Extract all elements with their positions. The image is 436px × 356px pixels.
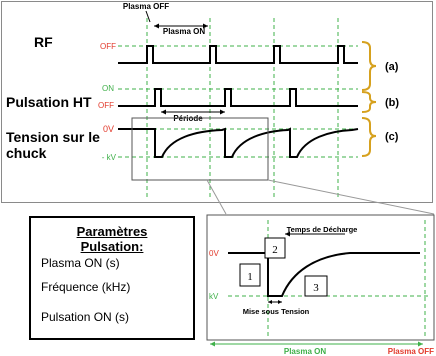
row-label-pulsation: Pulsation HT bbox=[6, 94, 92, 110]
param-plasma-on: Plasma ON (s) bbox=[41, 256, 120, 270]
row-label-tension-1: Tension sur le bbox=[6, 129, 100, 145]
plasma-on-top-label: Plasma ON bbox=[162, 27, 206, 36]
chuck-0v-label: 0V bbox=[102, 124, 114, 134]
params-title-2: Pulsation: bbox=[80, 239, 144, 254]
chuck-kv-label: - kV bbox=[101, 153, 116, 162]
zoom-plasma-on-label: Plasma ON bbox=[283, 347, 327, 356]
params-title-1: Paramètres bbox=[76, 224, 148, 239]
grid-lines bbox=[147, 18, 338, 200]
tag-c: (c) bbox=[385, 131, 399, 143]
rf-waveform bbox=[118, 46, 358, 63]
ht-waveform bbox=[118, 89, 358, 106]
tag-b: (b) bbox=[385, 97, 400, 109]
param-frequence: Fréquence (kHz) bbox=[41, 280, 131, 294]
row-label-rf: RF bbox=[34, 34, 53, 50]
zoom-plasma-off-label: Plasma OFF bbox=[387, 347, 434, 356]
pulsation-parameters-box bbox=[29, 216, 195, 340]
param-pulsation-on: Pulsation ON (s) bbox=[41, 310, 130, 324]
zoom-kv-label: kV bbox=[209, 292, 219, 301]
phase-box-3-label: 3 bbox=[313, 282, 319, 294]
phase-box-1-label: 1 bbox=[247, 271, 253, 283]
mise-sous-tension-label: Mise sous Tension bbox=[242, 307, 310, 316]
row-brackets bbox=[362, 42, 376, 156]
plasma-off-top-label: Plasma OFF bbox=[122, 2, 170, 11]
ht-off-label: OFF bbox=[98, 101, 114, 110]
temps-decharge-label: Temps de Décharge bbox=[286, 225, 358, 234]
ht-on-label: ON bbox=[102, 84, 114, 93]
phase-box-2-label: 2 bbox=[272, 244, 278, 256]
row-label-tension-2: chuck bbox=[6, 145, 47, 161]
periode-label: Période bbox=[173, 114, 203, 123]
tag-a: (a) bbox=[385, 61, 399, 73]
rf-off-label: OFF bbox=[100, 42, 116, 51]
zoom-connector-right bbox=[268, 180, 434, 214]
zoom-selection-box bbox=[132, 118, 268, 180]
chuck-waveform bbox=[118, 129, 358, 157]
zoom-0v-label: 0V bbox=[209, 249, 219, 258]
